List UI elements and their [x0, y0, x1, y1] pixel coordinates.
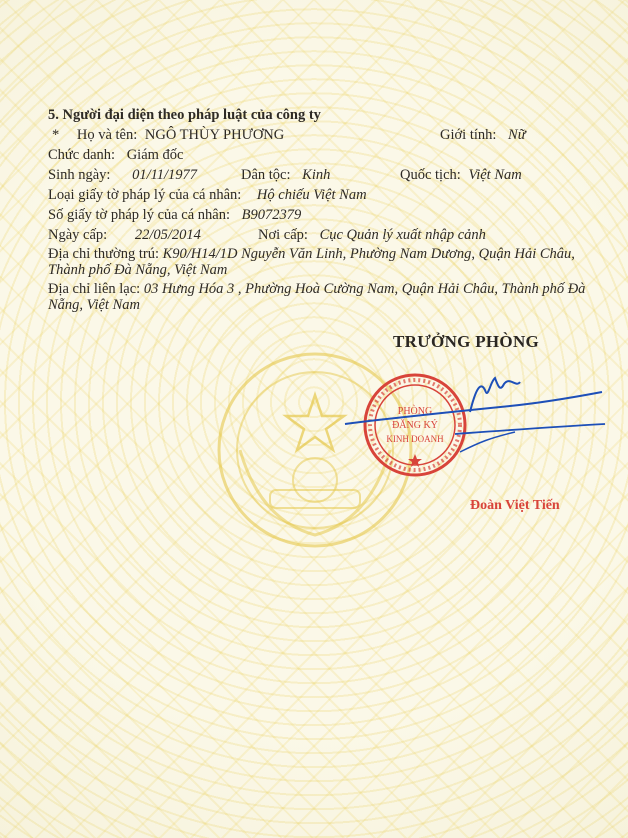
nationality-label: Quốc tịch: — [400, 167, 461, 183]
residence-label: Địa chỉ thường trú: — [48, 246, 159, 262]
doc-number-value: B9072379 — [241, 207, 302, 223]
doc-type-row — [48, 186, 588, 206]
issue-place-label: Nơi cấp: — [258, 227, 308, 243]
issue-place-value: Cục Quản lý xuất nhập cảnh — [319, 227, 486, 243]
bullet-marker: * — [52, 127, 60, 143]
issue-row — [48, 226, 588, 246]
name-value: NGÔ THÙY PHƯƠNG — [144, 127, 285, 143]
residence-row — [48, 246, 588, 278]
title-row — [48, 146, 588, 166]
ethnic-value: Kinh — [302, 167, 331, 183]
doc-number-label: Số giấy tờ pháp lý của cá nhân: — [48, 207, 231, 223]
contact-value: 03 Hưng Hóa 3 , Phường Hoà Cường Nam, Quận Hải Châu, Thành phố Đà Nẵng, Việt Nam — [48, 281, 586, 313]
title-value: Giám đốc — [126, 147, 184, 163]
seal-line-1: PHÒNG — [397, 406, 433, 417]
ethnic-label: Dân tộc: — [241, 167, 291, 183]
gender-label: Giới tính: — [440, 127, 497, 143]
section-heading-row — [48, 106, 588, 126]
seal-line-3: KINH DOANH — [386, 434, 444, 444]
issue-date-label: Ngày cấp: — [48, 227, 108, 243]
section-heading: 5. Người đại diện theo pháp luật của công ty — [48, 107, 321, 123]
doc-type-label: Loại giấy tờ pháp lý của cá nhân: — [48, 187, 242, 203]
head-title: TRƯỞNG PHÒNG — [393, 332, 540, 351]
signer-name: Đoàn Việt Tiến — [470, 498, 560, 513]
title-label: Chức danh: — [48, 147, 116, 163]
gender-value: Nữ — [508, 127, 526, 143]
name-label: Họ và tên: — [76, 127, 138, 143]
doc-type-value: Hộ chiếu Việt Nam — [256, 187, 367, 203]
issue-date-value: 22/05/2014 — [134, 227, 201, 243]
contact-row — [48, 281, 588, 313]
dob-row — [48, 166, 588, 186]
dob-value: 01/11/1977 — [132, 167, 198, 183]
nationality-value: Việt Nam — [468, 167, 522, 183]
representative-section — [48, 106, 588, 316]
doc-number-row — [48, 206, 588, 226]
residence-value: K90/H14/1D Nguyễn Văn Linh, Phường Nam Dương, Quận Hải Châu, Thành phố Đà Nẵng, Việt Nam — [48, 246, 575, 278]
contact-label: Địa chỉ liên lạc: — [48, 281, 141, 297]
name-row — [48, 126, 588, 146]
seal-line-2: ĐĂNG KÝ — [392, 420, 438, 431]
handwritten-signature-icon — [340, 372, 610, 462]
dob-label: Sinh ngày: — [48, 167, 111, 183]
